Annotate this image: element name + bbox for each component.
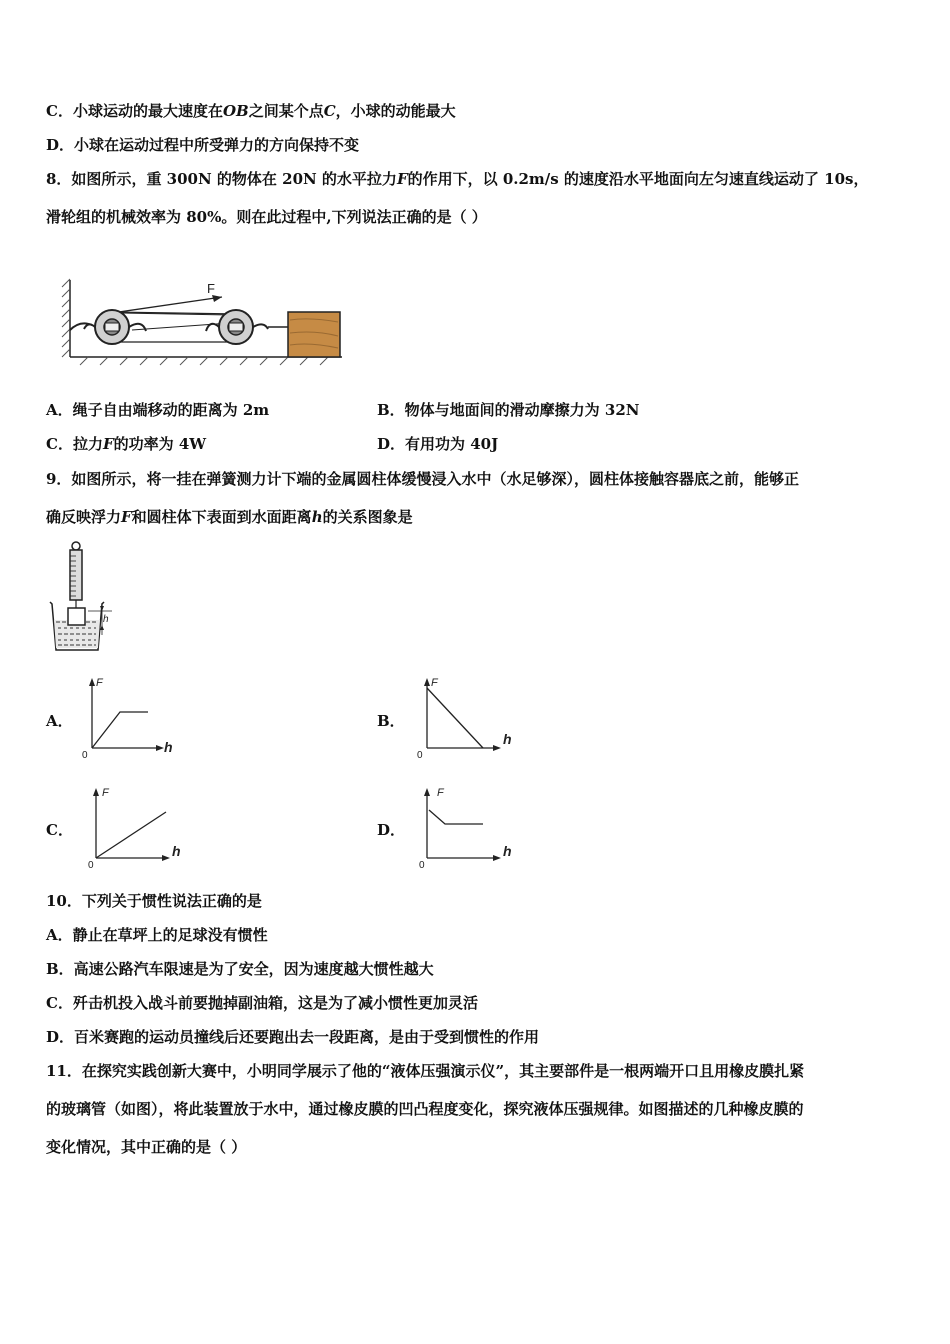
q9-b-ylabel: F	[431, 677, 438, 689]
q9-option-a-label: A．	[46, 712, 73, 730]
q8-option-a: A．绳子自由端移动的距离为 2m	[46, 401, 270, 419]
q9-beaker-figure	[46, 540, 116, 655]
q10-option-d: D．百米赛跑的运动员撞线后还要跑出去一段距离，是由于受到惯性的作用	[46, 1028, 540, 1046]
q9-d-xlabel: h	[503, 843, 512, 859]
q8-pulley-figure	[60, 275, 350, 370]
q9-c-xlabel: h	[172, 843, 181, 859]
q9-b-xlabel: h	[503, 731, 512, 747]
q8-force-label: F	[207, 281, 215, 296]
q9-stem-line1: 9．如图所示，将一挂在弹簧测力计下端的金属圆柱体缓慢浸入水中（水足够深），圆柱体接触容器底之前，能够正	[46, 470, 799, 488]
q9-h-label: h	[103, 614, 109, 625]
q9-option-d-label: D．	[377, 821, 406, 839]
q8-stem-line1: 8．如图所示，重 300N 的物体在 20N 的水平拉力F的作用下，以 0.2m/s 的速度沿水平地面向左匀速直线运动了 10s，	[46, 170, 869, 188]
q11-stem-line2: 的玻璃管（如图），将此装置放于水中，通过橡皮膜的凹凸程度变化，探究液体压强规律。如图描述的几种橡皮膜的	[46, 1100, 804, 1118]
q9-graph-a	[80, 672, 180, 762]
q8-stem-line2: 滑轮组的机械效率为 80%。则在此过程中,下列说法正确的是（ ）	[46, 208, 487, 226]
q9-stem-line2: 确反映浮力F和圆柱体下表面到水面距离h的关系图象是	[46, 508, 413, 526]
q10-option-b: B．高速公路汽车限速是为了安全，因为速度越大惯性越大	[46, 960, 434, 978]
q9-d-origin: 0	[419, 860, 425, 871]
q9-b-origin: 0	[417, 750, 423, 761]
q9-c-ylabel: F	[102, 787, 109, 799]
q9-graph-d	[415, 782, 525, 872]
q10-option-c: C．歼击机投入战斗前要抛掉副油箱，这是为了减小惯性更加灵活	[46, 994, 478, 1012]
q11-stem-line1: 11．在探究实践创新大赛中，小明同学展示了他的“液体压强演示仪”，其主要部件是一根两端开口且用橡皮膜扎紧	[46, 1062, 805, 1080]
q9-graph-c	[84, 782, 194, 872]
q8-option-d: D．有用功为 40J	[377, 435, 499, 453]
q11-stem-line3: 变化情况，其中正确的是（ ）	[46, 1138, 247, 1156]
q9-option-b-label: B．	[377, 712, 405, 730]
q9-a-ylabel: F	[96, 677, 103, 689]
q8-option-c: C．拉力F的功率为 4W	[46, 435, 207, 453]
q9-a-origin: 0	[82, 750, 88, 761]
q10-stem: 10．下列关于惯性说法正确的是	[46, 892, 262, 910]
q9-c-origin: 0	[88, 860, 94, 871]
q7-option-c: C．小球运动的最大速度在OB之间某个点C，小球的动能最大	[46, 102, 456, 120]
q9-a-xlabel: h	[164, 739, 173, 755]
q7-option-d: D．小球在运动过程中所受弹力的方向保持不变	[46, 136, 360, 154]
q8-option-b: B．物体与地面间的滑动摩擦力为 32N	[377, 401, 640, 419]
q9-d-ylabel: F	[437, 787, 444, 799]
q10-option-a: A．静止在草坪上的足球没有惯性	[46, 926, 268, 944]
q9-option-c-label: C．	[46, 821, 73, 839]
q9-graph-b	[415, 672, 525, 762]
